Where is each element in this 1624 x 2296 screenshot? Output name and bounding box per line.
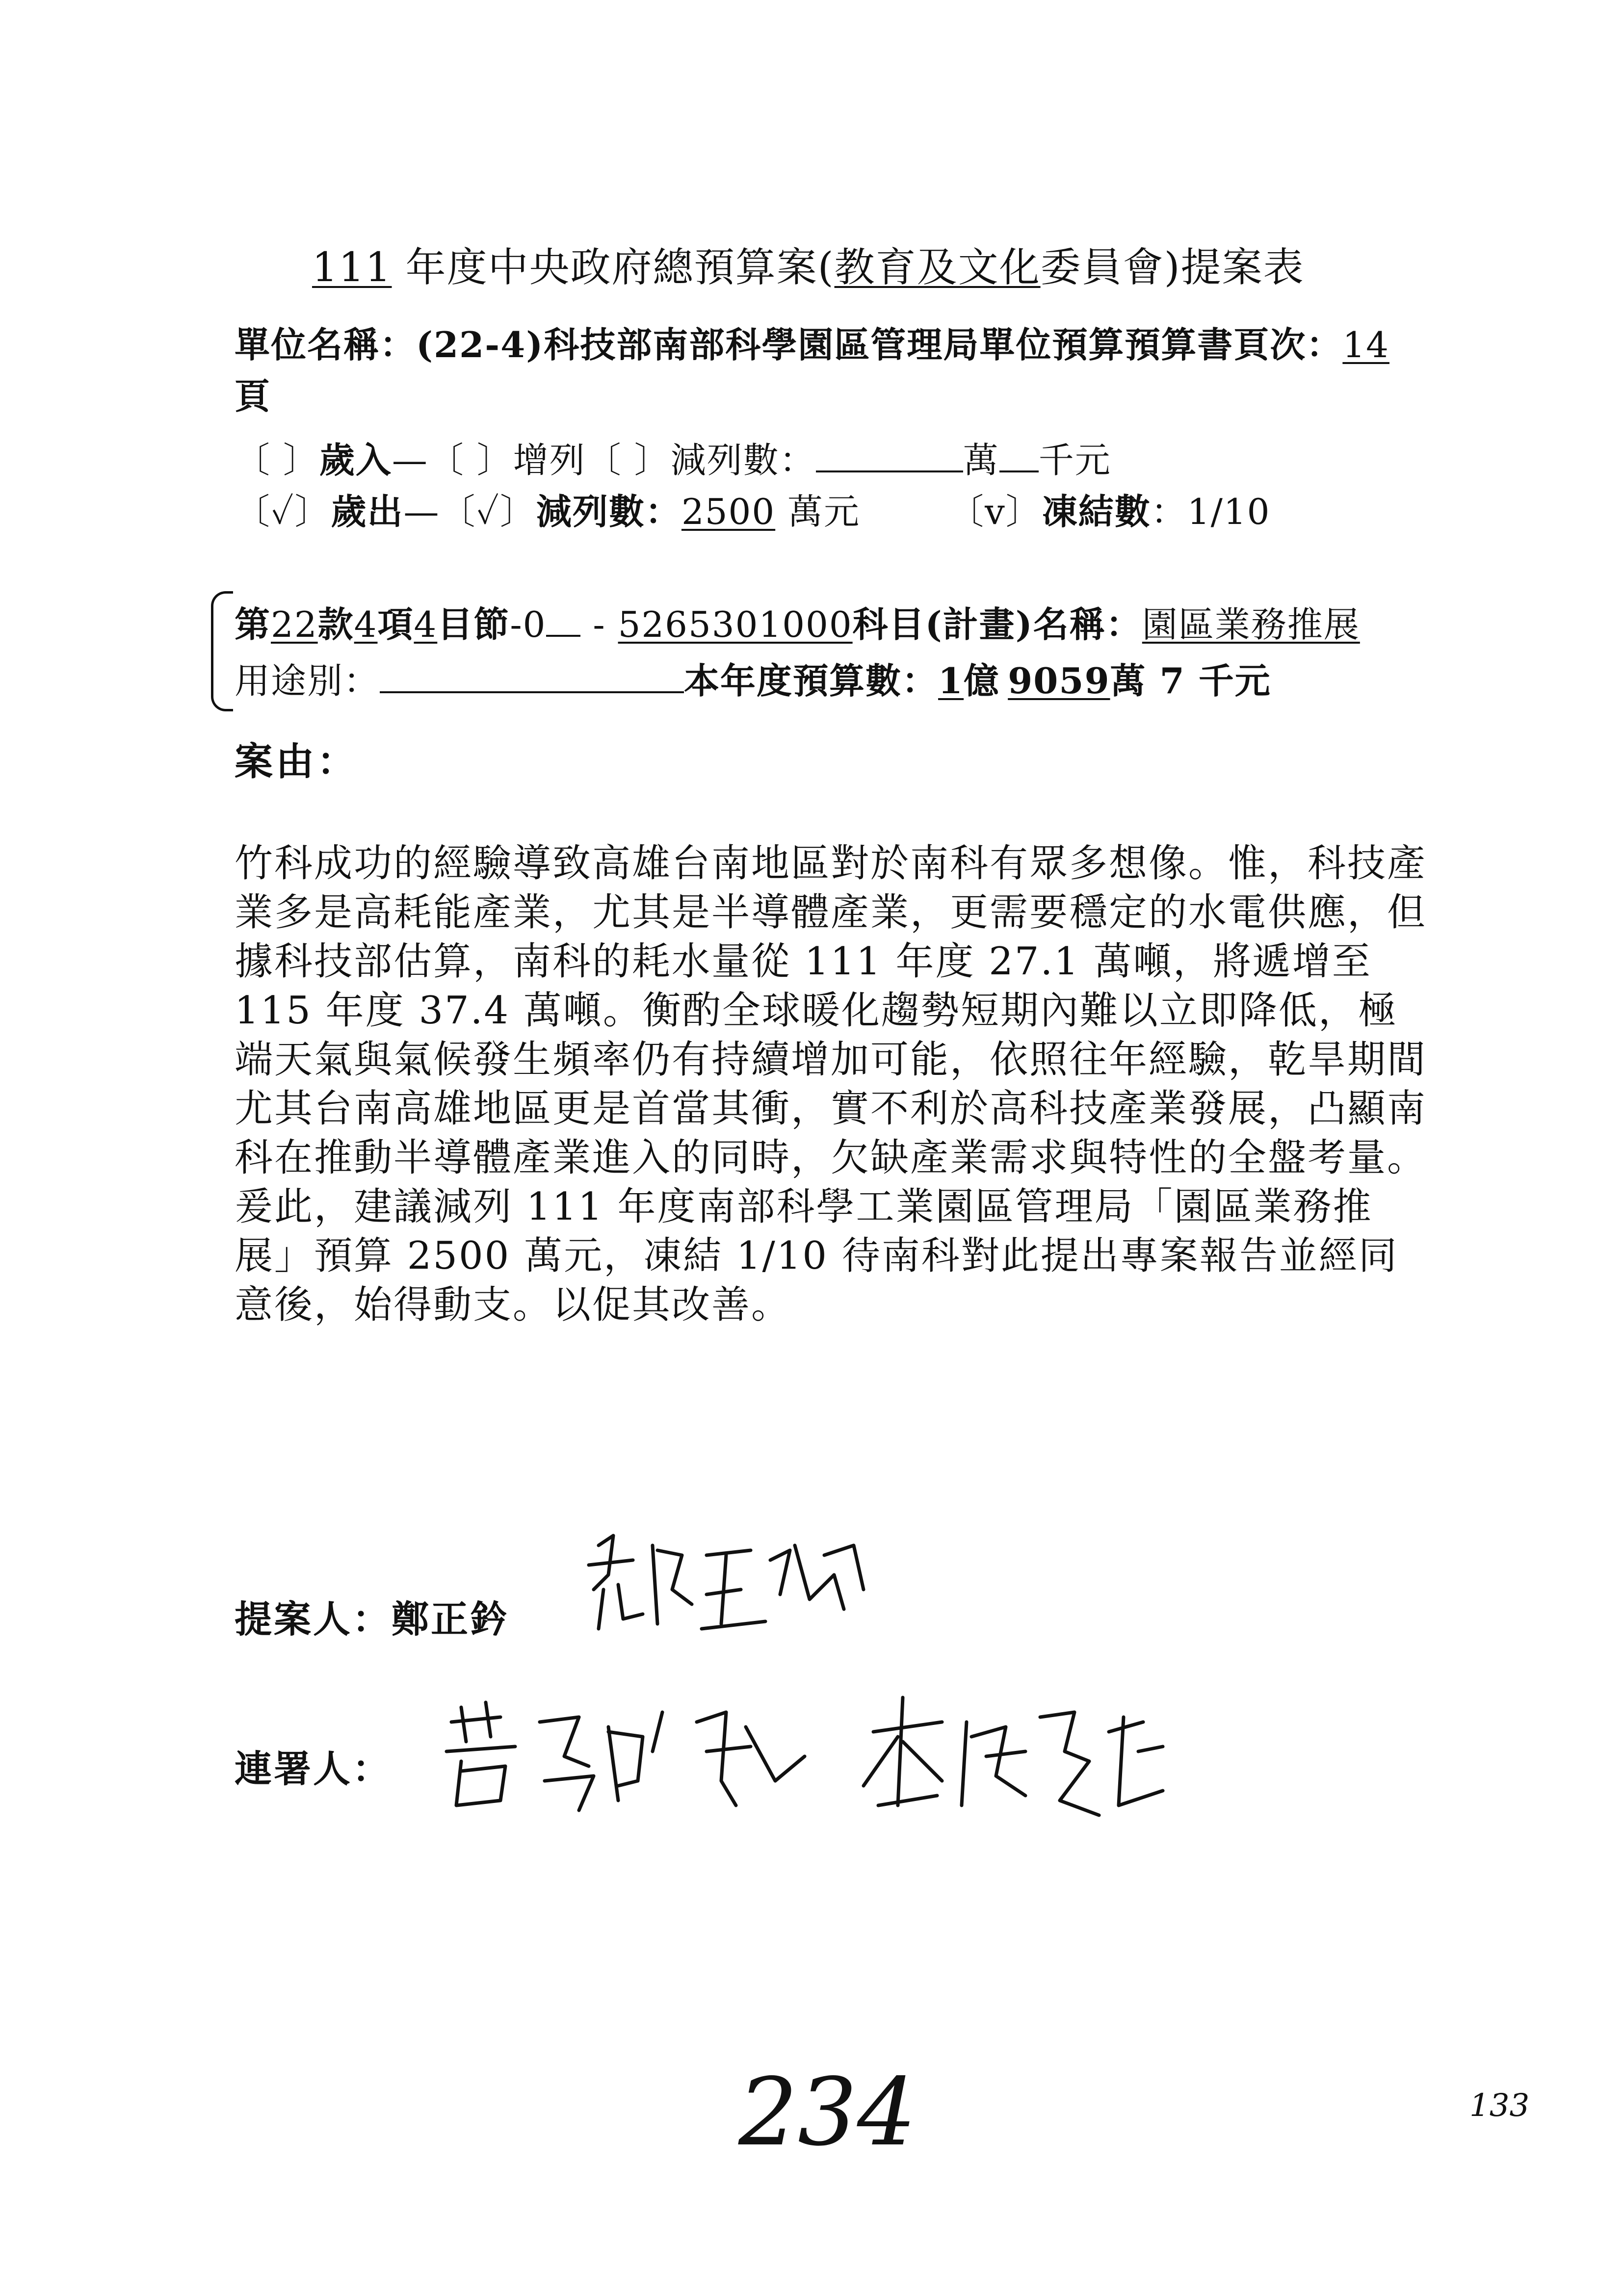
item-xiang: 4 <box>354 604 378 645</box>
proposer-line <box>235 1590 509 1643</box>
item-mu-label: 目節 <box>437 603 510 645</box>
reason-paragraph-2: 爰此，建議減列 111 年度南部科學工業園區管理局「園區業務推展」預算 2500 萬元，凍結 1/10 待南科對此提出專案報告並經同意後，始得動支。以促其改善。 <box>235 1185 1398 1327</box>
title-committee: 教育及文化 <box>834 244 1041 291</box>
freeze-value: ：1/10 <box>1151 491 1271 532</box>
expense-checkbox: 〔✓〕 <box>235 491 331 532</box>
item-qian: 7 <box>1146 660 1199 702</box>
item-name-label: 科目(計畫)名稱： <box>852 603 1142 645</box>
item-use-label: 用途別： <box>235 660 380 702</box>
reason-heading: 案由： <box>235 739 359 784</box>
item-di: 第 <box>235 603 271 645</box>
proposer-signature <box>579 1516 873 1653</box>
unit-line <box>235 316 1389 367</box>
corner-number: 133 <box>1469 2087 1530 2124</box>
cosigner-signature-2 <box>844 1678 1178 1845</box>
expense-label: 歲出 <box>331 491 404 532</box>
item-name: 園區業務推展 <box>1142 604 1360 645</box>
proposer-label: 提案人： <box>235 1597 392 1641</box>
item-kuan-label: 款 <box>317 603 354 645</box>
item-budget-label: 本年度預算數： <box>684 660 939 702</box>
form-title <box>312 235 1305 293</box>
unit-label: 單位名稱： <box>235 324 417 365</box>
item-mu: 4 <box>414 604 438 645</box>
proposer-name: 鄭正鈐 <box>392 1597 509 1641</box>
expense-reduce-checkbox: 〔✓〕 <box>440 491 536 532</box>
page-number: 234 <box>738 2058 917 2166</box>
unit-name: (22-4)科技部南部科學園區管理局單位預算預算書頁次： <box>416 324 1343 365</box>
item-wan-label: 萬 <box>1110 660 1147 702</box>
reason-body <box>235 839 1432 1330</box>
freeze-label: 凍結數 <box>1042 491 1151 532</box>
expense-reduce-unit: 萬元 <box>775 491 861 532</box>
item-qian-label: 千元 <box>1198 660 1271 702</box>
revenue-amount-blank <box>816 441 963 472</box>
revenue-label: 歲入 <box>319 439 392 481</box>
item-use-blank <box>380 662 684 693</box>
revenue-dash: — <box>392 440 428 481</box>
revenue-wan: 萬 <box>963 440 999 481</box>
cosigner-label: 連署人： <box>235 1747 392 1791</box>
item-wan: 9059 <box>1008 660 1110 702</box>
expense-reduce-amount: 2500 <box>681 491 776 532</box>
revenue-increase-box: 〔 〕增列 <box>428 440 586 481</box>
budget-use-line <box>235 652 1271 704</box>
item-yi: 1 <box>938 660 964 702</box>
freeze-checkbox: 〔v〕 <box>948 491 1042 532</box>
revenue-line <box>235 432 1111 483</box>
revenue-checkbox: 〔 〕 <box>235 440 319 481</box>
item-yi-label: 億 <box>964 660 1000 702</box>
revenue-qian: 千元 <box>1038 440 1111 481</box>
title-year: 111 <box>312 244 392 291</box>
revenue-qian-blank <box>999 441 1039 472</box>
reason-paragraph-1: 竹科成功的經驗導致高雄台南地區對於南科有眾多想像。惟，科技產業多是高耗能產業，尤其是半導體產業，更需要穩定的水電供應，但據科技部估算，南科的耗水量從 111 年度 27.1 萬噸，將遞增至 115 年度 37.4 萬噸。衡酌全球暖化趨勢短期內難以立即降低，極端天氣與氣候發生頻率仍有持續增加可能，依照往年經驗，乾旱期間尤其台南高雄地區更是首當其衝，實不利於高科技產業發展，凸顯南科在推動半導體產業進入的同時，欠缺產業需求與特性的全盤考量。 <box>235 841 1427 1180</box>
budget-item-line <box>235 596 1360 647</box>
expense-dash: — <box>403 491 440 532</box>
title-pre: 年度中央政府總預算案( <box>392 244 835 291</box>
item-jie-blank <box>546 605 580 637</box>
item-code: 5265301000 <box>618 604 853 645</box>
title-post: 委員會)提案表 <box>1040 244 1305 291</box>
item-bracket <box>211 591 233 711</box>
unit-page: 14 <box>1342 324 1389 365</box>
expense-line <box>235 483 1270 534</box>
item-jie: -0 <box>510 604 547 645</box>
item-kuan: 22 <box>271 604 318 645</box>
unit-page-suffix: 頁 <box>235 375 271 417</box>
item-xiang-label: 項 <box>377 603 414 645</box>
cosigner-signature-1 <box>432 1683 824 1830</box>
item-dash: - <box>580 604 618 645</box>
expense-reduce-label: 減列數： <box>536 491 681 532</box>
revenue-decrease-box: 〔 〕減列數： <box>585 440 816 481</box>
